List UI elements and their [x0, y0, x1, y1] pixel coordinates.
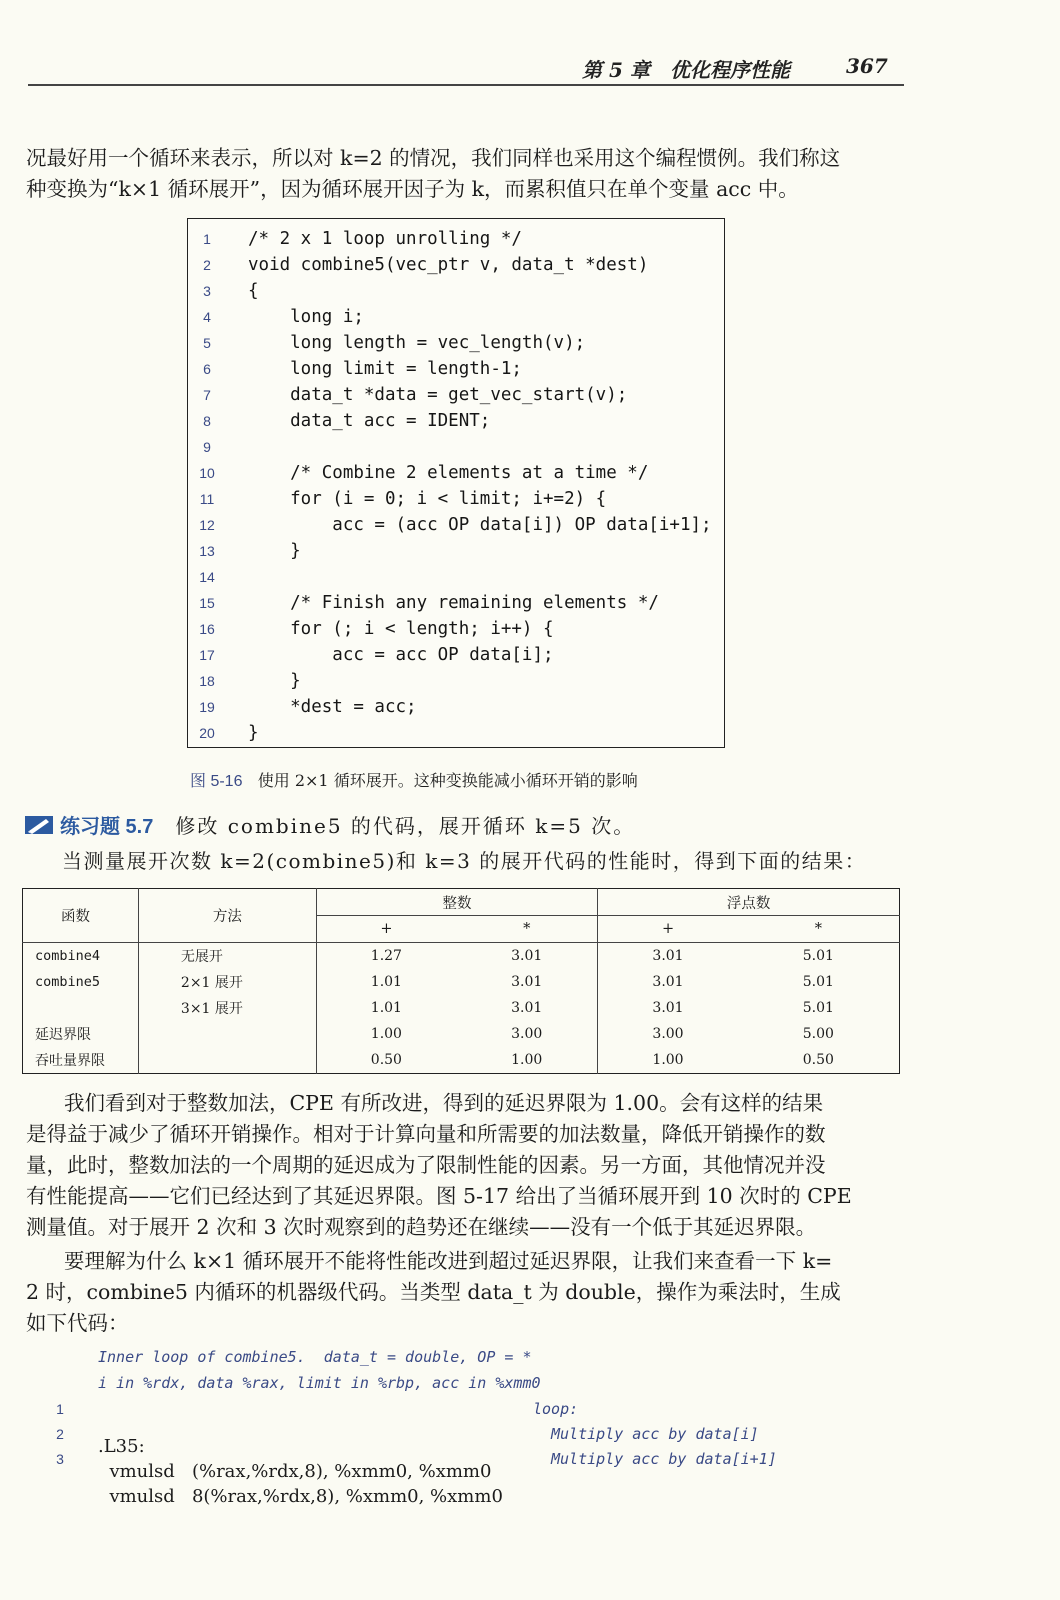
code-text: /* 2 x 1 loop unrolling */ — [248, 229, 522, 249]
intro-line: 种变换为“k×1 循环展开”，因为循环展开因子为 k，而累积值只在单个变量 acc 中。 — [26, 177, 799, 201]
line-number: 14 — [199, 569, 215, 585]
figure-caption — [190, 768, 638, 791]
line-number: 20 — [199, 725, 215, 741]
header-float: 浮点数 — [598, 889, 900, 916]
header-int-plus: + — [316, 916, 456, 943]
code-text: /* Combine 2 elements at a time */ — [248, 463, 649, 483]
cell-func — [23, 995, 139, 1021]
intro-paragraph — [26, 143, 904, 205]
code-line — [188, 486, 606, 512]
line-number: 17 — [199, 647, 215, 663]
cell-func: 延迟界限 — [35, 1027, 91, 1043]
cell-float-add: 3.01 — [598, 943, 738, 970]
header-float-times: * — [738, 916, 900, 943]
line-number: 16 — [199, 621, 215, 637]
cell-float-mul: 5.00 — [802, 1026, 834, 1042]
header-func: 函数 — [23, 889, 139, 943]
paragraph-line: 要理解为什么 k×1 循环展开不能将性能改进到超过延迟界限，让我们来查看一下 k= — [64, 1249, 833, 1273]
code-line — [188, 720, 259, 746]
code-text: long i; — [248, 307, 364, 327]
code-line — [188, 564, 248, 590]
code-line — [188, 408, 490, 434]
cell-func: 吞吐量界限 — [35, 1053, 105, 1069]
code-listing — [187, 218, 725, 748]
line-number: 3 — [203, 283, 211, 299]
line-number: 10 — [199, 465, 215, 481]
code-text: long length = vec_length(v); — [248, 333, 586, 353]
code-line — [188, 512, 712, 538]
header-float-plus: + — [598, 916, 738, 943]
header-integer: 整数 — [316, 889, 598, 916]
code-line — [188, 642, 554, 668]
cell-method: 3×1 展开 — [138, 995, 316, 1021]
header-int-times: * — [456, 916, 598, 943]
line-number: 8 — [203, 413, 211, 429]
code-text: } — [248, 671, 301, 691]
asm-code: vmulsd (%rax,%rdx,8), %xmm0, %xmm0 — [98, 1461, 492, 1482]
line-number: 18 — [199, 673, 215, 689]
body-paragraph-2 — [26, 1246, 904, 1339]
code-line — [188, 460, 648, 486]
code-line — [188, 434, 248, 460]
table-row — [23, 1047, 900, 1074]
paragraph-line: 有性能提高——它们已经达到了其延迟界限。图 5-17 给出了当循环展开到 10 次时的 CPE — [26, 1184, 852, 1208]
table-row — [23, 995, 900, 1021]
cell-int-mul: 3.01 — [511, 974, 543, 990]
code-text: void combine5(vec_ptr v, data_t *dest) — [248, 255, 649, 275]
cell-float-mul: 0.50 — [802, 1052, 834, 1068]
cell-float-add: 3.01 — [598, 969, 738, 995]
cell-float-mul: 5.01 — [802, 1000, 834, 1016]
paragraph-line: 如下代码： — [26, 1311, 129, 1335]
code-text: acc = (acc OP data[i]) OP data[i+1]; — [248, 515, 712, 535]
cell-func: combine5 — [35, 974, 101, 990]
table-header-row — [23, 889, 900, 916]
figure-label: 图 5-16 — [190, 773, 243, 790]
code-line — [188, 330, 585, 356]
asm-code: vmulsd 8(%rax,%rdx,8), %xmm0, %xmm0 — [98, 1486, 503, 1507]
cell-method — [138, 1021, 316, 1047]
table-row — [23, 969, 900, 995]
code-text: data_t acc = IDENT; — [248, 411, 491, 431]
cell-method: 无展开 — [138, 943, 316, 970]
asm-comment: Multiply acc by data[i+1] — [551, 1450, 777, 1468]
code-text: acc = acc OP data[i]; — [248, 645, 554, 665]
exercise-label: 练习题 5.7 — [60, 816, 154, 838]
code-line — [188, 356, 522, 382]
code-line — [188, 616, 554, 642]
paragraph-line: 量，此时，整数加法的一个周期的延迟成为了限制性能的因素。另一方面，其他情况并没 — [26, 1153, 826, 1177]
chapter-title: 优化程序性能 — [670, 58, 790, 82]
code-text: for (; i < length; i++) { — [248, 619, 554, 639]
results-table — [22, 888, 900, 1074]
line-number: 2 — [203, 257, 211, 273]
asm-code: .L35: — [98, 1436, 145, 1457]
intro-line: 况最好用一个循环来表示，所以对 k=2 的情况，我们同样也采用这个编程惯例。我们称这 — [26, 146, 841, 170]
paragraph-line: 2 时，combine5 内循环的机器级代码。当类型 data_t 为 double，操作为乘法时，生成 — [26, 1280, 841, 1304]
cell-func: combine4 — [35, 948, 101, 964]
cell-method: 2×1 展开 — [138, 969, 316, 995]
line-number: 7 — [203, 387, 211, 403]
line-number: 13 — [199, 543, 215, 559]
asm-line — [0, 1448, 1000, 1507]
header-method: 方法 — [138, 889, 316, 943]
code-text: long limit = length-1; — [248, 359, 522, 379]
code-text: /* Finish any remaining elements */ — [248, 593, 659, 613]
code-text: data_t *data = get_vec_start(v); — [248, 385, 628, 405]
cell-int-mul: 3.01 — [511, 1000, 543, 1016]
line-number: 15 — [199, 595, 215, 611]
code-text: { — [248, 281, 259, 301]
code-line — [188, 668, 301, 694]
code-text: for (i = 0; i < limit; i+=2) { — [248, 489, 607, 509]
cell-int-add: 1.01 — [316, 969, 456, 995]
table-row — [23, 1021, 900, 1047]
paragraph-line: 是得益于减少了循环开销操作。相对于计算向量和所需要的加法数量，降低开销操作的数 — [26, 1122, 826, 1146]
exercise-task: 修改 combine5 的代码，展开循环 k=5 次。 — [175, 814, 636, 838]
line-number: 11 — [199, 491, 215, 507]
line-number: 6 — [203, 361, 211, 377]
code-text: } — [248, 723, 259, 743]
code-line — [188, 278, 259, 304]
pencil-exercise-icon — [24, 814, 54, 836]
cell-int-mul: 3.01 — [511, 948, 543, 964]
chapter-number: 第 5 章 — [582, 58, 650, 82]
line-number: 1 — [203, 231, 211, 247]
exercise-body: 当测量展开次数 k=2(combine5)和 k=3 的展开代码的性能时，得到下面的结果： — [62, 849, 867, 873]
cell-float-mul: 5.01 — [802, 948, 834, 964]
line-number: 4 — [203, 309, 211, 325]
body-paragraph-1 — [26, 1088, 904, 1243]
code-line — [188, 694, 417, 720]
line-number: 3 — [56, 1451, 64, 1467]
page-number: 367 — [846, 54, 888, 78]
code-text: *dest = acc; — [248, 697, 417, 717]
line-number: 19 — [199, 699, 215, 715]
exercise-heading — [24, 810, 635, 840]
paragraph-line: 我们看到对于整数加法，CPE 有所改进，得到的延迟界限为 1.00。会有这样的结果 — [64, 1091, 824, 1115]
line-number: 1 — [56, 1401, 64, 1417]
cell-float-add: 1.00 — [598, 1047, 738, 1074]
cell-float-mul: 5.01 — [802, 974, 834, 990]
code-line — [188, 226, 522, 252]
asm-comment-2: i in %rdx, data %rax, limit in %rbp, acc in %xmm0 — [98, 1374, 541, 1392]
header-rule — [28, 84, 904, 86]
figure-caption-text: 使用 2×1 循环展开。这种变换能减小循环开销的影响 — [257, 771, 638, 790]
code-line — [188, 252, 648, 278]
line-number: 9 — [203, 439, 211, 455]
line-number: 2 — [56, 1426, 64, 1442]
code-line — [188, 538, 301, 564]
cell-int-add: 0.50 — [316, 1047, 456, 1074]
code-line — [188, 304, 364, 330]
cell-int-add: 1.27 — [316, 943, 456, 970]
code-text: } — [248, 541, 301, 561]
code-line — [188, 382, 627, 408]
asm-comment: Multiply acc by data[i] — [551, 1425, 759, 1443]
cell-int-add: 1.00 — [316, 1021, 456, 1047]
line-number: 12 — [199, 517, 215, 533]
paragraph-line: 测量值。对于展开 2 次和 3 次时观察到的趋势还在继续——没有一个低于其延迟界限。 — [26, 1215, 817, 1239]
cell-int-mul: 3.00 — [511, 1026, 543, 1042]
cell-int-add: 1.01 — [316, 995, 456, 1021]
asm-comment-1: Inner loop of combine5. data_t = double, OP = * — [98, 1348, 532, 1366]
table-row — [23, 943, 900, 970]
cell-int-mul: 1.00 — [511, 1052, 543, 1068]
cell-float-add: 3.01 — [598, 995, 738, 1021]
cell-float-add: 3.00 — [598, 1021, 738, 1047]
line-number: 5 — [203, 335, 211, 351]
asm-comment: loop: — [533, 1400, 579, 1418]
cell-method — [138, 1047, 316, 1074]
code-line — [188, 590, 659, 616]
